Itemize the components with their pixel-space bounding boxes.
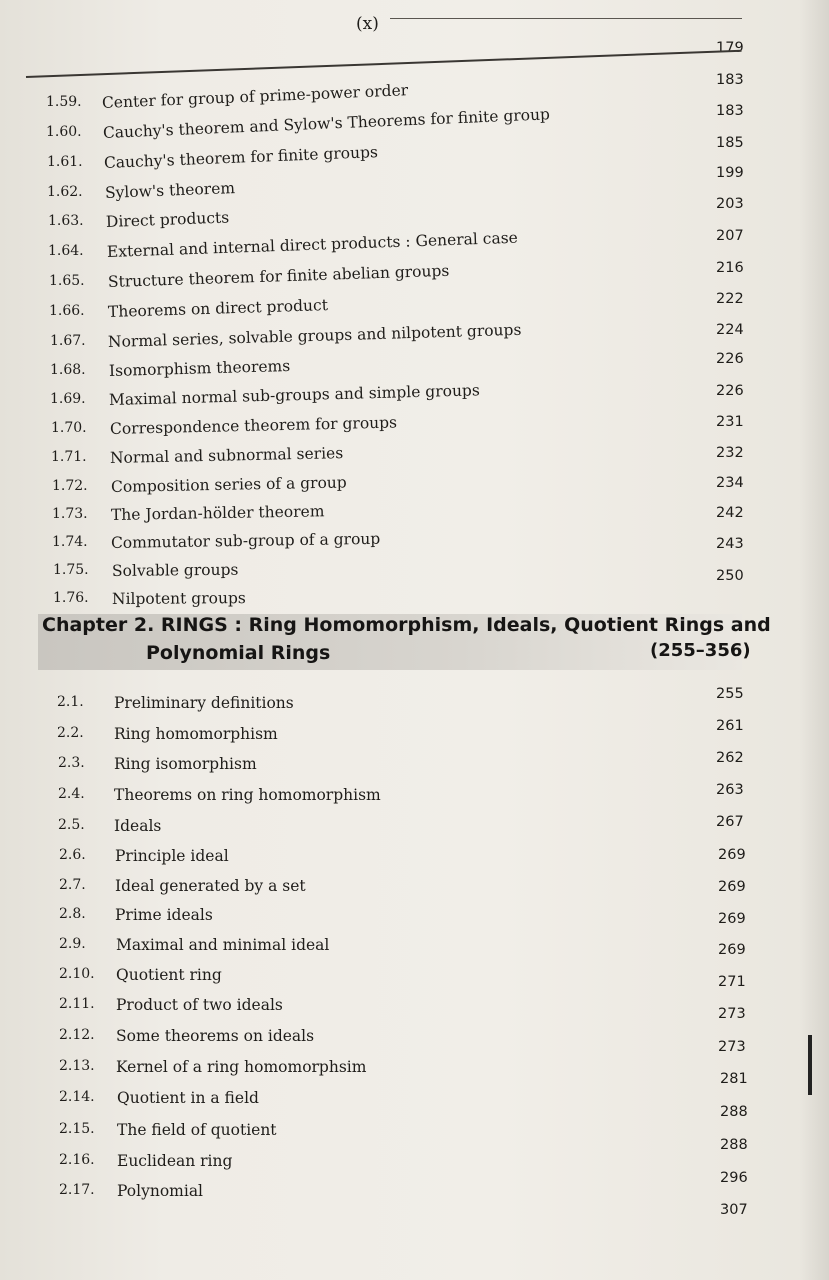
- toc-entry-title: Preliminary definitions: [114, 694, 294, 712]
- toc-entry-page: 231: [716, 414, 744, 430]
- toc-entry-number: 2.3.: [58, 755, 85, 771]
- toc-entry-page: 273: [718, 1006, 746, 1022]
- section-divider: [26, 50, 742, 78]
- toc-entry-title: Ring homomorphism: [114, 725, 278, 743]
- toc-entry-page: 199: [716, 165, 744, 181]
- toc-entry-number: 2.2.: [57, 725, 84, 741]
- toc-entry-page: 222: [716, 291, 744, 307]
- toc-entry-number: 1.67.: [50, 333, 86, 349]
- toc-entry-number: 2.14.: [59, 1089, 95, 1105]
- chapter-page-range: (255–356): [650, 640, 751, 661]
- toc-entry-number: 1.69.: [50, 391, 86, 407]
- toc-entry-title: Quotient in a field: [117, 1089, 259, 1107]
- toc-entry-number: 2.6.: [59, 847, 86, 863]
- toc-entry-title: Solvable groups: [111, 560, 239, 580]
- toc-entry-title: Isomorphism theorems: [108, 356, 291, 380]
- toc-entry-title: Ideals: [114, 817, 162, 835]
- toc-entry-page: 183: [716, 72, 744, 88]
- toc-entry-page: 281: [720, 1071, 748, 1087]
- toc-entry-number: 2.15.: [59, 1121, 95, 1137]
- toc-entry-title: Product of two ideals: [116, 996, 283, 1014]
- toc-entry-page: 234: [716, 475, 744, 491]
- toc-entry-page: 261: [716, 718, 744, 734]
- toc-entry-title: Some theorems on ideals: [116, 1027, 315, 1045]
- toc-entry-title: Normal and subnormal series: [109, 444, 344, 467]
- toc-entry-title: Center for group of prime-power order: [101, 81, 409, 112]
- toc-entry-title: External and internal direct products : General case: [106, 228, 519, 261]
- toc-entry-number: 1.76.: [53, 590, 89, 606]
- toc-entry-number: 1.64.: [48, 243, 84, 259]
- toc-entry-title: Prime ideals: [115, 906, 213, 924]
- toc-entry-page: 203: [716, 196, 744, 212]
- toc-entry-number: 2.5.: [58, 817, 85, 833]
- toc-entry-number: 1.75.: [53, 562, 89, 578]
- toc-entry-number: 1.68.: [50, 362, 86, 378]
- page-edge-shadow: [799, 0, 829, 1280]
- toc-entry-page: 271: [718, 974, 746, 990]
- toc-entry-title: Maximal normal sub-groups and simple groups: [108, 381, 481, 409]
- toc-entry-title: Correspondence theorem for groups: [109, 413, 398, 438]
- toc-entry-page: 243: [716, 536, 744, 552]
- toc-entry-title: Kernel of a ring homomorphsim: [116, 1058, 367, 1076]
- toc-entry-title: Ideal generated by a set: [115, 877, 306, 895]
- toc-entry-number: 1.74.: [52, 534, 88, 550]
- toc-entry-title: Maximal and minimal ideal: [116, 936, 330, 954]
- toc-entry-page: 307: [720, 1202, 748, 1218]
- toc-entry-number: 2.17.: [59, 1182, 95, 1198]
- chapter-title-line1: Chapter 2. RINGS : Ring Homomorphism, Ideals, Quotient Rings and: [42, 614, 771, 636]
- toc-entry-page: 273: [718, 1039, 746, 1055]
- toc-entry-title: Cauchy's theorem for finite groups: [103, 143, 379, 172]
- toc-entry-page: 269: [718, 879, 746, 895]
- toc-entry-page: 263: [716, 782, 744, 798]
- toc-entry-number: 2.1.: [57, 694, 84, 710]
- toc-entry-title: Euclidean ring: [117, 1152, 233, 1170]
- toc-entry-title: Polynomial: [117, 1182, 204, 1200]
- toc-entry-title: Theorems on ring homomorphism: [114, 786, 381, 804]
- toc-entry-title: Principle ideal: [115, 847, 229, 865]
- toc-entry-title: Nilpotent groups: [111, 589, 246, 608]
- toc-entry-page: 232: [716, 445, 744, 461]
- toc-entry-number: 1.66.: [49, 303, 85, 319]
- toc-entry-number: 2.7.: [59, 877, 86, 893]
- toc-entry-page: 288: [720, 1104, 748, 1120]
- toc-entry-title: Direct products: [105, 208, 230, 231]
- toc-entry-number: 1.73.: [52, 506, 88, 522]
- toc-entry-page: 242: [716, 505, 744, 521]
- toc-entry-title: Commutator sub-group of a group: [110, 529, 381, 552]
- toc-entry-page: 226: [716, 351, 744, 367]
- chapter-title-line2: Polynomial Rings: [146, 642, 331, 664]
- toc-entry-page: 255: [716, 686, 744, 702]
- toc-entry-title: Sylow's theorem: [104, 179, 236, 202]
- toc-entry-page: 262: [716, 750, 744, 766]
- toc-entry-page: 288: [720, 1137, 748, 1153]
- toc-entry-title: Structure theorem for finite abelian groups: [107, 261, 450, 291]
- toc-entry-title: Cauchy's theorem and Sylow's Theorems for finite group: [102, 105, 551, 142]
- margin-mark: [808, 1035, 812, 1095]
- toc-entry-number: 2.11.: [59, 996, 95, 1012]
- toc-entry-page: 216: [716, 260, 744, 276]
- toc-entry-title: The Jordan-hölder theorem: [110, 502, 325, 524]
- toc-entry-number: 1.71.: [51, 449, 87, 465]
- toc-entry-page: 185: [716, 135, 744, 151]
- toc-entry-number: 2.4.: [58, 786, 85, 802]
- toc-entry-number: 2.13.: [59, 1058, 95, 1074]
- chapter2-heading: [38, 612, 771, 674]
- toc-entry-number: 1.62.: [47, 184, 83, 200]
- toc-entry-title: Quotient ring: [116, 966, 222, 984]
- toc-entry-title: The field of quotient: [117, 1121, 277, 1139]
- toc-entry-page: 183: [716, 103, 744, 119]
- toc-entry-page: 269: [718, 942, 746, 958]
- toc-entry-page: 226: [716, 383, 744, 399]
- toc-entry-page: 250: [716, 568, 744, 584]
- toc-entry-page: 267: [716, 814, 744, 830]
- toc-entry-title: Ring isomorphism: [114, 755, 257, 773]
- toc-entry-title: Composition series of a group: [110, 473, 347, 496]
- toc-entry-number: 2.12.: [59, 1027, 95, 1043]
- toc-entry-title: Theorems on direct product: [107, 296, 329, 321]
- toc-entry-page: 224: [716, 322, 744, 338]
- toc-entry-number: 2.16.: [59, 1152, 95, 1168]
- toc-entry-number: 1.70.: [51, 420, 87, 436]
- toc-entry-number: 1.65.: [49, 273, 85, 289]
- top-page-ref: 179: [716, 40, 744, 56]
- page-number: (x): [356, 14, 379, 34]
- toc-entry-number: 2.9.: [59, 936, 86, 952]
- toc-entry-number: 1.60.: [46, 124, 82, 140]
- toc-entry-number: 1.61.: [47, 154, 83, 170]
- toc-entry-number: 2.8.: [59, 906, 86, 922]
- toc-entry-page: 207: [716, 228, 744, 244]
- toc-entry-page: 269: [718, 911, 746, 927]
- toc-entry-number: 1.72.: [52, 478, 88, 494]
- toc-entry-page: 296: [720, 1170, 748, 1186]
- toc-entry-number: 2.10.: [59, 966, 95, 982]
- toc-entry-number: 1.63.: [48, 213, 84, 229]
- toc-entry-number: 1.59.: [46, 94, 82, 110]
- toc-entry-title: Normal series, solvable groups and nilpotent groups: [107, 320, 522, 351]
- toc-entry-page: 269: [718, 847, 746, 863]
